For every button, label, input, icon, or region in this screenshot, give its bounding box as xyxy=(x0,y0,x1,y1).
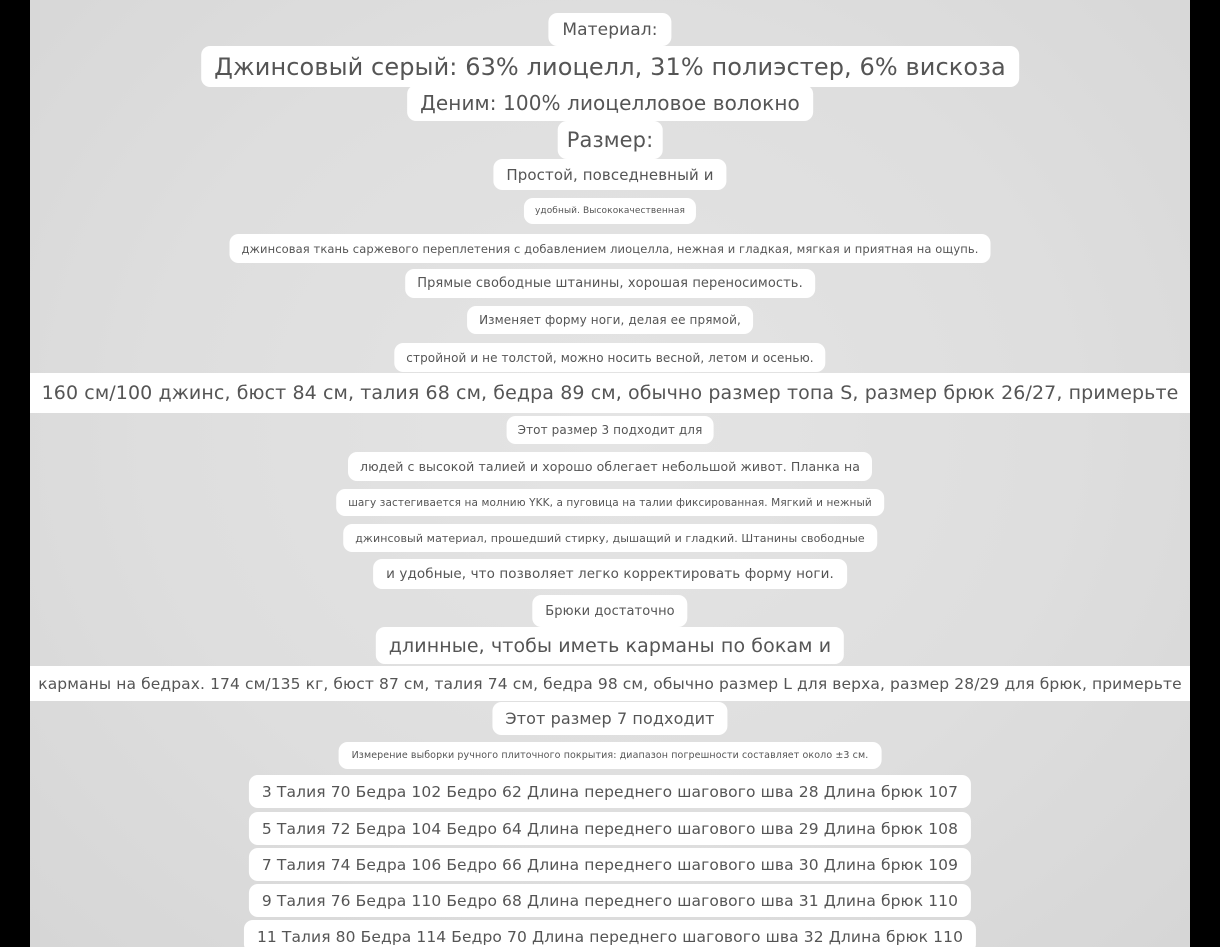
fit-line-4: джинсовый материал, прошедший стирку, дышащий и гладкий. Штанины свободные xyxy=(343,524,877,552)
length-line-1: Брюки достаточно xyxy=(532,595,687,627)
size-row-11: 11 Талия 80 Бедра 114 Бедро 70 Длина переднего шагового шва 32 Длина брюк 110 xyxy=(244,920,976,947)
model-info-size-3: 160 см/100 джинс, бюст 84 см, талия 68 см, бедра 89 см, обычно размер топа S, размер брюк 26/27, примерьте xyxy=(30,373,1190,413)
size-heading: Размер: xyxy=(558,121,663,159)
description-line-4: Прямые свободные штанины, хорошая переносимость. xyxy=(405,269,815,298)
product-description-image xyxy=(30,0,1190,947)
description-line-1: Простой, повседневный и xyxy=(493,159,726,190)
material-grey-denim: Джинсовый серый: 63% лиоцелл, 31% полиэстер, 6% вискоза xyxy=(201,46,1019,87)
fit-line-1: Этот размер 3 подходит для xyxy=(507,416,714,444)
material-denim: Деним: 100% лиоцелловое волокно xyxy=(407,85,813,121)
fit-line-5: и удобные, что позволяет легко корректировать форму ноги. xyxy=(373,559,847,589)
description-line-5: Изменяет форму ноги, делая ее прямой, xyxy=(467,306,753,334)
description-line-6: стройной и не толстой, можно носить весной, летом и осенью. xyxy=(394,343,825,372)
fit-line-3: шагу застегивается на молнию YKK, а пуговица на талии фиксированная. Мягкий и нежный xyxy=(336,489,884,516)
description-line-2: удобный. Высококачественная xyxy=(524,198,696,224)
size-row-3: 3 Талия 70 Бедра 102 Бедро 62 Длина переднего шагового шва 28 Длина брюк 107 xyxy=(249,775,971,808)
size-row-9: 9 Талия 76 Бедра 110 Бедро 68 Длина переднего шагового шва 31 Длина брюк 110 xyxy=(249,884,971,917)
size-row-7: 7 Талия 74 Бедра 106 Бедро 66 Длина переднего шагового шва 30 Длина брюк 109 xyxy=(249,848,971,881)
size-7-fit: Этот размер 7 подходит xyxy=(492,702,727,735)
size-row-5: 5 Талия 72 Бедра 104 Бедро 64 Длина переднего шагового шва 29 Длина брюк 108 xyxy=(249,812,971,845)
model-info-size-7: карманы на бедрах. 174 см/135 кг, бюст 87 см, талия 74 см, бедра 98 см, обычно размер L для верха, размер 28/29 для брюк, примерьте xyxy=(30,666,1190,701)
length-line-2: длинные, чтобы иметь карманы по бокам и xyxy=(376,627,844,664)
material-heading: Материал: xyxy=(548,13,671,46)
description-line-3: джинсовая ткань саржевого переплетения с добавлением лиоцелла, нежная и гладкая, мягкая и приятная на ощупь. xyxy=(229,234,990,263)
fit-line-2: людей с высокой талией и хорошо облегает небольшой живот. Планка на xyxy=(348,452,872,481)
measurement-note: Измерение выборки ручного плиточного покрытия: диапазон погрешности составляет около ±3 см. xyxy=(339,742,882,769)
